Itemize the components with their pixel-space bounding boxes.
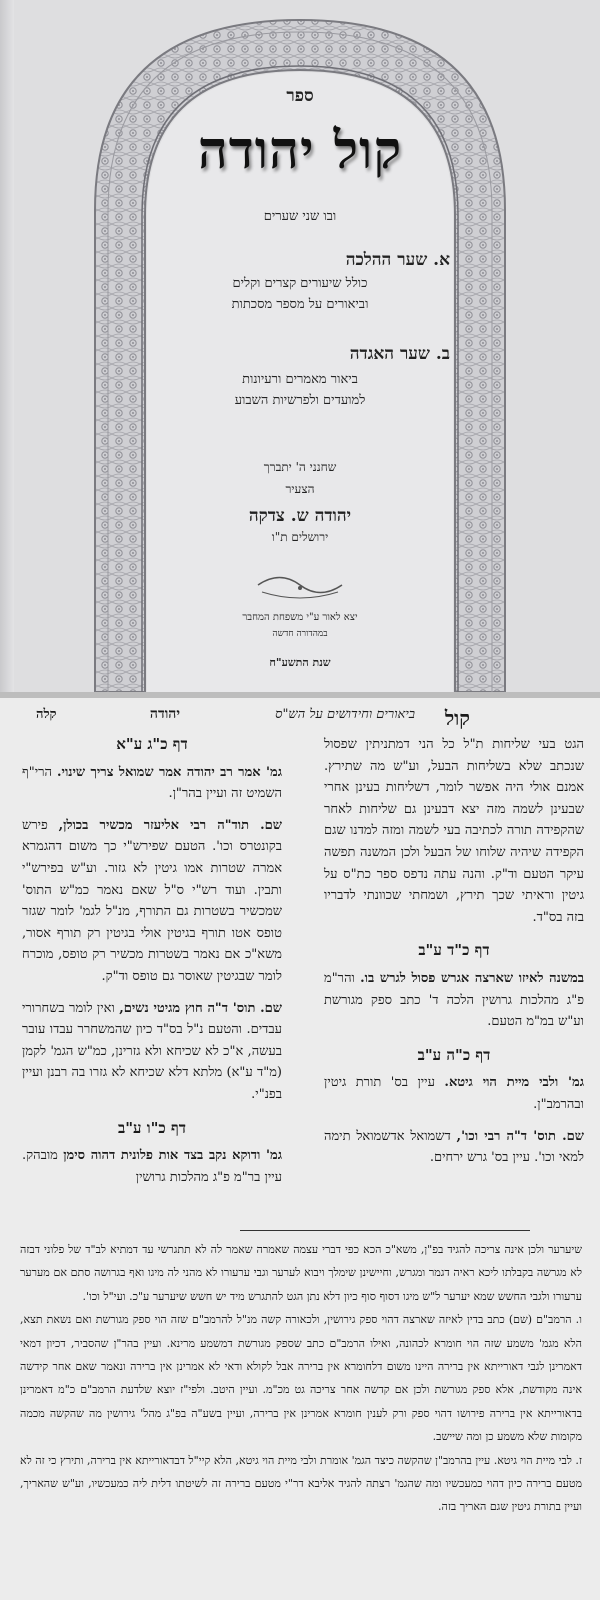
footnote-separator (240, 1230, 530, 1231)
left-para-1 (22, 762, 282, 805)
page-number: קלה (36, 707, 57, 722)
lemma: גמ' ודוקא נקב בצד אות פלונית דהוה סימן (63, 1148, 282, 1164)
left-para-4 (22, 1145, 282, 1188)
gate2-line1: ביאור מאמרים ורעיונות (242, 372, 358, 387)
lemma: גמ' אמר רב יהודה אמר שמואל צריך שינוי. (57, 764, 282, 780)
cover-city: ירושלים ת"ו (271, 530, 329, 544)
cover-edition: במהדורה חדשה (272, 629, 328, 639)
left-para-3 (22, 998, 282, 1106)
right-column (324, 734, 584, 1169)
comment: ואין לומר בשחרורי עבדים. והטעם נ"ל בס"ד כיון שהמשחרר עבדו עובר בעשה, א"כ לא שכיחא ולא גזרינן, כמ"ש הגמ' לקמן (מ"ד ע"א) מלתא דלא שכיחא לא גזרו בה רבנן ועיין בפנ"י. (22, 1000, 282, 1102)
footnote: שיערער ולכן אינה צריכה להגיד בפ"ן, משא"כ הכא כפי דברי עצמה שאמרה שאמר לה לא תתגרשי עד דמתיא לב"ד של פלוני דבזה לא מגרשה בקבלתו ליכא ראיה דגמר ומגרש, וחיישינן שימלך ויבוא לערער וגבי ערעורו לא מהני לה מיגו ואף בגרושה סתם אם מערער ערעורו ולגבי החשש שמא יערער ל"ש מיגו דסוף סוף כיון דלא נתן הגט להתגרש מיד יש חשש שיערער ע"כ. ועי"ל וכו'. (20, 1243, 582, 1303)
cover-title: קול יהודה (197, 120, 403, 181)
gate1-line1: כולל שיעורים קצרים וקלים (232, 276, 368, 291)
footnote: ז. לבי מיית הוי גיטא. עיין בהרמב"ן שהקשה כיצד הגמ' אומרת ולבי מיית הוי גיטא, הלא קיי"ל דבדאורייתא אין ברירה, ותירץ כי זה לא מטעם ברירה כיון דהוי כמעכשיו ומה שהגמ' רצתה להגיד אליבא דר"י מטעם ברירה זה לשיטתו דלית ליה כמעכשיו, וע"ש שהאריך, ועיין בתורת גיטין שגם האריך בזה. (20, 1453, 582, 1514)
cover-author: יהודה ש. צדקה (248, 506, 352, 526)
lemma: שם. תוס' ד"ה חוץ מגיטי נשים, (119, 1000, 282, 1016)
footnotes (20, 1238, 582, 1519)
footnote: ו. הרמב"ם (שם) כתב בדין לאיזה שארצה דהוי ספק גירושין, ולכאורה קשה מנ"ל להרמב"ם שזה הוי ספק מגורשת ואם נשאת תצא, הלא מגמ' משמע שזה הוי חומרא לכהונה, ואילו הרמב"ם כתב שספק מגורשת דמשמע מרינא. ועיין בהר"ן שהסביר, דכיון דמאי דאמרינן לגבי דאורייתא אין ברירה היינו משום דלחומרא אין ברירה אבל לקולא ודאי לא אמרינן אין ברירה ונאמר שאם אחר קידשה אינה מקודשת, אלא ספק מגורשת ולכן אם קדשה אחר צריכה גט מכ"מ. ועיין היטב. ולפי"ז יוצא שלדעת הרמב"ם כ"מ דאמרינן בדאורייתא אין ברירה פירושו דהוי ספק ורק לענין חומרא אמרינן אין ברירה, ועיין בשע"ה בפ"ג מהל' גירושין מה שהקשה מכמה מקומות שלא משמע כן ומה שיישב. (20, 1313, 582, 1444)
daf-heading: דף כ"ג ע"א (116, 735, 188, 753)
right-para-2 (324, 968, 584, 1033)
lemma: שם. תוס' ד"ה רבי וכו', (456, 1128, 584, 1144)
comment: והר"מ פ"ג מהלכות גרושין הלכה ד' כתב ספק מגורשת וע"ש במ"מ הטעם. (324, 970, 584, 1030)
book-page (0, 692, 600, 1600)
cover-includes: ובו שני שערים (263, 209, 337, 224)
lemma: גמ' ולבי מיית הוי גיטא. (444, 1075, 584, 1091)
gate1-title: א. שער ההלכה (345, 250, 450, 270)
cover-year: שנת התשע"ח (269, 656, 331, 669)
running-head-kol: קול (444, 706, 470, 730)
running-head-subtitle: ביאורים וחידושים על הש"ס (275, 707, 415, 722)
gate2-title: ב. שער האגדה (349, 344, 450, 364)
book-cover (0, 0, 600, 692)
lemma: במשנה לאיזו שארצה אגרש פסול לגרש בו. (360, 970, 584, 986)
left-column (22, 734, 282, 1188)
cover-publisher: יצא לאור ע"י משפחת המחבר (242, 612, 358, 623)
page-gutter (0, 692, 600, 698)
comment: עיין בס' תורת גיטין ובהרמב"ן. (324, 1075, 584, 1112)
left-para-2 (22, 815, 282, 988)
comment: מובהק. עיין בר"מ פ"ג מהלכות גרושין (22, 1148, 282, 1185)
running-head-yehuda: יהודה (149, 706, 180, 722)
gate1-line2: וביאורים על מספר מסכתות (231, 297, 369, 312)
comment: פירש בקונטרס וכו'. הטעם שפירש"י כך משום דהגמרא אמרה שטרות אמו גיטין לא גזור. וע"ש בפירש"י ותבין. ועוד רש"י ס"ל שאם נאמר כמ"ש התוס' שמכשיר בשטרות גם התורף, מנ"ל לגמ' לומר שגזר טופס אטו תורף בגיטין אולי בגיטין רק תורף אסור, משא"כ אם נאמר בשטרות מכשיר רק טופס, מוכרח לומר שבגיטין שאוסר גם טופס וד"ק. (22, 817, 282, 984)
right-para-1: הגט בעי שליחות ת"ל כל הני דמתניתין שפסול שנכתב שלא בשליחות הבעל, וע"ש מה שתירץ. אמנם אולי היה אפשר לומר, דשליחות בעינן אחרי שבעינן לשמה מזה יצא דבעינן גם שליחות לאחר שהקפידה תורה לכתיבה בעי לשמה ומזה למדנו שגם הקפידה שיהיה שלוחו של הבעל ולכן המשנה תפשה עיקר הטעם וד"ק. והנה עתה נדפס ספר כת"ס על גיטין וראיתי שכך תירץ, ושמחתי שכוונתי לדבריו בזה בס"ד. (324, 737, 584, 925)
daf-heading: דף כ"ה ע"ב (417, 1045, 491, 1064)
cover-humble: הצעיר (285, 482, 315, 496)
right-para-4 (324, 1126, 584, 1169)
cover-thanks: שחנני ה' יתברך (263, 460, 337, 474)
comment: הרי"ף השמיט זה ועיין בהר"ן. (22, 764, 282, 802)
comment: דשמואל אדשמואל תימה למאי וכו'. עיין בס' גרש ירחים. (324, 1128, 584, 1166)
lemma: שם. תוד"ה רבי אליעזר מכשיר בכולן, (58, 817, 283, 833)
daf-heading: דף כ"ו ע"ב (118, 1118, 186, 1137)
daf-heading: דף כ"ד ע"ב (418, 941, 490, 960)
cover-sefer: ספר (286, 86, 314, 106)
gate2-line2: למועדים ולפרשיות השבוע (234, 393, 366, 408)
right-para-3 (324, 1072, 584, 1115)
